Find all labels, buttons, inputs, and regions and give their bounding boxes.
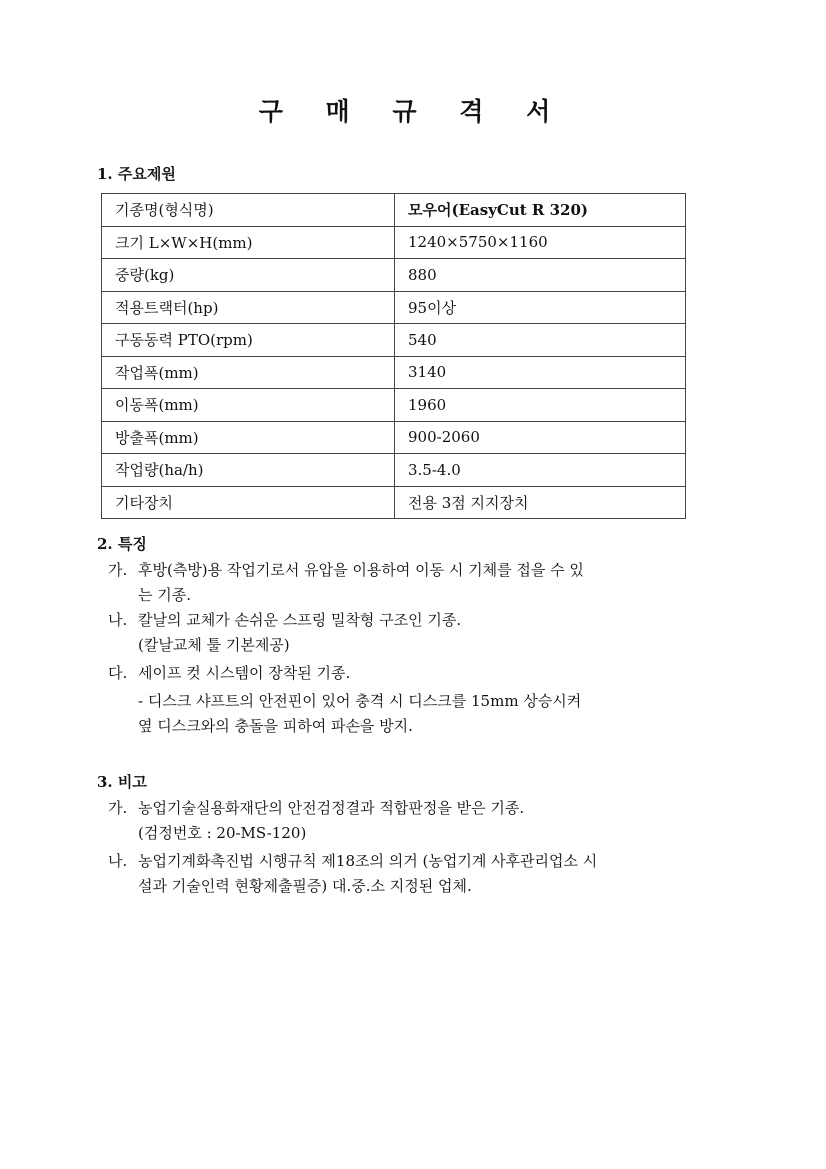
spec-key: 기타장치: [102, 486, 395, 519]
item-text: 후방(측방)용 작업기로서 유압을 이용하여 이동 시 기체를 접을 수 있: [138, 561, 584, 579]
spec-key: 적용트랙터(hp): [102, 291, 395, 324]
spec-value: 540: [395, 324, 686, 357]
list-marker: 가.: [108, 561, 128, 579]
list-item: [108, 665, 693, 681]
section-3-heading: 3. 비고: [97, 773, 147, 791]
spec-value: 전용 3점 지지장치: [395, 486, 686, 519]
spec-value: 1960: [395, 389, 686, 422]
list-item: [108, 853, 693, 894]
spec-value: 880: [395, 259, 686, 292]
list-marker: 가.: [108, 799, 128, 817]
list-marker: 나.: [108, 852, 128, 870]
item-note: (칼날교체 툴 기본제공): [138, 636, 290, 654]
item-detail: [138, 693, 688, 734]
spec-key: 이동폭(mm): [102, 389, 395, 422]
table-row: [102, 421, 686, 454]
item-text-continued: 는 기종.: [138, 586, 192, 604]
list-marker: 나.: [108, 611, 128, 629]
table-row: [102, 454, 686, 487]
item-detail-text: - 디스크 샤프트의 안전핀이 있어 충격 시 디스크를 15mm 상승시켜: [138, 692, 582, 710]
spec-key: 중량(kg): [102, 259, 395, 292]
list-item: [108, 800, 693, 816]
spec-key: 크기 L×W×H(mm): [102, 226, 395, 259]
spec-value: 모우어(EasyCut R 320): [395, 194, 686, 227]
spec-key: 작업량(ha/h): [102, 454, 395, 487]
spec-table: [101, 193, 686, 519]
table-row: [102, 389, 686, 422]
section-2-heading: 2. 특징: [97, 535, 147, 553]
item-text-continued: 설과 기술인력 현황제출필증) 대.중.소 지정된 업체.: [138, 877, 472, 895]
spec-key: 방출폭(mm): [102, 421, 395, 454]
list-item: [108, 562, 693, 603]
table-row: [102, 194, 686, 227]
table-row: [102, 291, 686, 324]
table-row: [102, 356, 686, 389]
document-title: 구 매 규 격 서: [258, 97, 568, 126]
spec-key: 작업폭(mm): [102, 356, 395, 389]
item-text: 세이프 컷 시스템이 장착된 기종.: [138, 664, 351, 682]
list-item: [108, 612, 693, 628]
item-detail-continued: 옆 디스크와의 충돌을 피하여 파손을 방지.: [138, 717, 413, 735]
item-text: 농업기술실용화재단의 안전검정결과 적합판정을 받은 기종.: [138, 799, 525, 817]
list-marker: 다.: [108, 664, 128, 682]
spec-value: 3.5-4.0: [395, 454, 686, 487]
spec-value: 900-2060: [395, 421, 686, 454]
item-note: (검정번호 : 20-MS-120): [138, 824, 307, 842]
table-row: [102, 486, 686, 519]
spec-value: 1240×5750×1160: [395, 226, 686, 259]
spec-key: 구동동력 PTO(rpm): [102, 324, 395, 357]
spec-value: 3140: [395, 356, 686, 389]
section-1-heading: 1. 주요제원: [97, 165, 176, 183]
item-text: 농업기계화촉진법 시행규칙 제18조의 의거 (농업기계 사후관리업소 시: [138, 852, 598, 870]
spec-value: 95이상: [395, 291, 686, 324]
table-row: [102, 226, 686, 259]
table-row: [102, 259, 686, 292]
spec-key: 기종명(형식명): [102, 194, 395, 227]
table-row: [102, 324, 686, 357]
item-text: 칼날의 교체가 손쉬운 스프링 밀착형 구조인 기종.: [138, 611, 462, 629]
